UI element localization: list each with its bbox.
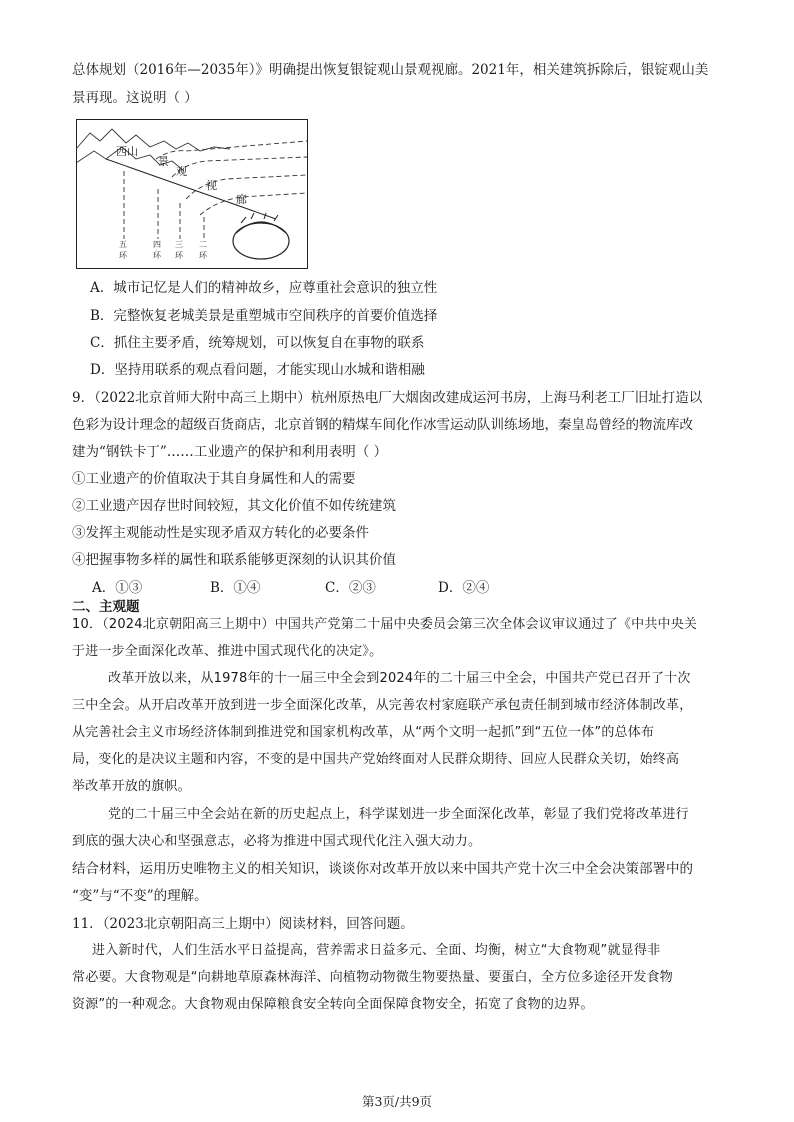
q8-option-a[interactable]: A．城市记忆是人们的精神故乡，应尊重社会意识的独立性 <box>90 280 438 296</box>
section-title-subjective: 二、主观题 <box>72 599 140 615</box>
q11-material-line-2: 常必要。大食物观是“向耕地草原森林海洋、向植物动物微生物要热量、要蛋白，全方位多途径开发食物 <box>72 970 673 985</box>
label-ring4-a: 四 <box>153 240 161 249</box>
q10-material-line-1: 改革开放以来，从1978年的十一届三中全会到2024年的二十届三中全会，中国共产党已召开了十次 <box>108 671 691 686</box>
q9-choice-b[interactable]: B．①④ <box>210 580 261 596</box>
q11-stem: 11．（2023北京朝阳高三上期中）阅读材料，回答问题。 <box>72 916 414 932</box>
q9-stem-line-2: 色彩为设计理念的超级百货商店，北京首钢的精煤车间化作冰雪运动队训练场地，秦皇岛曾经的物流库改 <box>72 417 693 433</box>
q9-item-1: ①工业遗产的价值取决于其自身属性和人的需要 <box>72 471 356 487</box>
q8-stem-line-2: 景再现。这说明（ ） <box>72 90 198 106</box>
label-guan: 观 <box>176 165 187 178</box>
q9-stem-line-1: 9．（2022北京首师大附中高三上期中）杭州原热电厂大烟囱改建成运河书房，上海马利老工厂旧址打造以 <box>72 390 703 406</box>
label-ring5-a: 五 <box>119 240 127 249</box>
label-ring2-b: 环 <box>199 251 207 260</box>
q9-stem-line-3: 建为“钢铁卡丁”……工业遗产的保护和利用表明（ ） <box>72 444 388 460</box>
q10-stem-line-1: 10．（2024北京朝阳高三上期中）中国共产党第二十届中央委员会第三次全体会议审议通过了《中共中央关 <box>72 617 698 632</box>
q10-question-line-1: 结合材料，运用历史唯物主义的相关知识，谈谈你对改革开放以来中国共产党十次三中全会决策部署中的 <box>72 861 693 877</box>
landscape-corridor-figure <box>76 119 308 269</box>
q9-choice-c[interactable]: C．②③ <box>325 580 376 596</box>
label-jing: 景 <box>158 155 169 168</box>
q10-material-line-7: 到底的强大决心和坚强意志，必将为推进中国式现代化注入强大动力。 <box>72 834 482 849</box>
label-ring5-b: 环 <box>119 251 127 260</box>
q8-option-c[interactable]: C．抓住主要矛盾，统筹规划，可以恢复自在事物的联系 <box>90 335 425 351</box>
q11-material-line-1: 进入新时代，人们生活水平日益提高，营养需求日益多元、全面、均衡，树立“大食物观”就显得非 <box>92 943 661 958</box>
q10-material-line-6: 党的二十届三中全会站在新的历史起点上，科学谋划进一步全面深化改革，彰显了我们党将改革进行 <box>108 807 689 822</box>
label-xishan: 西山 <box>116 145 138 158</box>
q9-item-3: ③发挥主观能动性是实现矛盾双方转化的必要条件 <box>72 525 369 541</box>
q9-choice-a[interactable]: A．①③ <box>92 580 143 596</box>
q10-material-line-4: 局，变化的是决议主题和内容，不变的是中国共产党始终面对人民群众期待、回应人民群众关切，始终高 <box>72 752 680 767</box>
label-ring2-a: 二 <box>199 240 207 249</box>
q8-stem-line-1: 总体规划（2016年—2035年）》明确提出恢复银锭观山景观视廊。2021年，相关建筑拆除后，银锭观山美 <box>72 62 709 78</box>
q10-material-line-5: 举改革开放的旗帜。 <box>72 779 191 794</box>
q8-option-d[interactable]: D．坚持用联系的观点看问题，才能实现山水城和谐相融 <box>90 362 425 378</box>
label-lang: 廊 <box>236 193 247 206</box>
q9-item-4: ④把握事物多样的属性和联系能够更深刻的认识其价值 <box>72 552 396 568</box>
label-ring3-a: 三 <box>175 240 183 249</box>
corridor-diagram <box>76 119 308 269</box>
q10-question-line-2: “变”与“不变”的理解。 <box>72 888 208 904</box>
label-ring4-b: 环 <box>153 251 161 260</box>
label-ring3-b: 环 <box>175 251 183 260</box>
q8-option-b[interactable]: B．完整恢复老城美景是重塑城市空间秩序的首要价值选择 <box>90 308 438 324</box>
q10-material-line-2: 三中全会。从开启改革开放到进一步全面深化改革，从完善农村家庭联产承包责任制到城市经济体制改革， <box>72 698 693 713</box>
q10-stem-line-2: 于进一步全面深化改革、推进中国式现代化的决定》。 <box>72 644 383 659</box>
q11-material-line-3: 资源”的一种观念。大食物观由保障粮食安全转向全面保障食物安全，拓宽了食物的边界。 <box>72 997 594 1012</box>
page-number: 第3页/共9页 <box>361 1094 433 1109</box>
q10-material-line-3: 从完善社会主义市场经济体制到推进党和国家机构改革，从“两个文明一起抓”到“五位一体”的总体布 <box>72 725 655 740</box>
q9-item-2: ②工业遗产因存世时间较短，其文化价值不如传统建筑 <box>72 498 396 514</box>
q9-choice-d[interactable]: D．②④ <box>438 580 490 596</box>
label-shi: 视 <box>206 179 217 192</box>
